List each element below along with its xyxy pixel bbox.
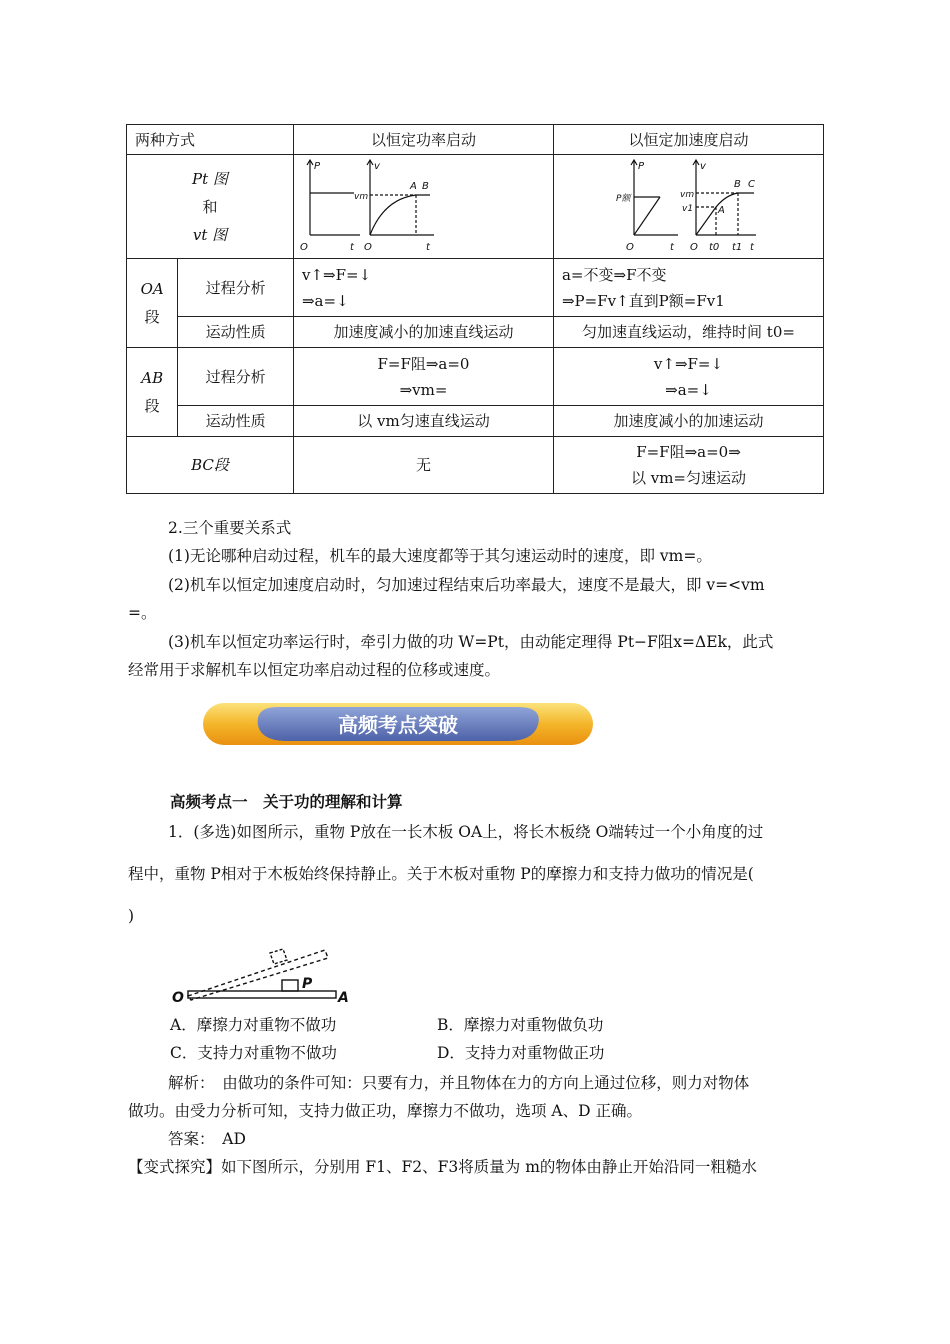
accel-graph-cell (553, 155, 823, 259)
header-cell: 以恒定功率启动 (293, 125, 553, 155)
axis-label-t: t (669, 242, 674, 253)
constant-accel-graphs (554, 155, 823, 258)
point-a-label: A (338, 990, 349, 1006)
p-rated-label: P额 (615, 194, 631, 204)
question-line-2: 程中，重物 P相对于木板始终保持静止。关于木板对重物 P的摩擦力和支持力做功的情况是( (128, 865, 754, 883)
banner-graphic (203, 701, 593, 747)
question-line-1: 1．(多选)如图所示，重物 P放在一长木板 OA上，将长木板绕 O端转过一个小角度的过 (168, 823, 764, 841)
relation-2a: (2)机车以恒定加速度启动时，匀加速过程结束后功率最大，速度不是最大，即 v=<vm (168, 576, 765, 594)
option-c: C．支持力对重物不做功 (170, 1044, 337, 1062)
oa-power-process: v↑⇒F=↓ ⇒a=↓ (293, 259, 553, 317)
point-label-b: B (421, 181, 429, 192)
axis-label-v: v (699, 161, 706, 172)
section-banner (203, 701, 593, 747)
origin-label: O (363, 242, 372, 253)
process-label: 过程分析 (178, 348, 294, 406)
vm-label: vm (679, 190, 695, 200)
topic-heading: 高频考点一 关于功的理解和计算 (170, 793, 403, 811)
oa-accel-process: a=不变⇒F不变 ⇒P=Fv↑直到P额=Fv1 (553, 259, 823, 317)
origin-label: O (299, 242, 308, 253)
motion-label: 运动性质 (178, 406, 294, 437)
point-p-label: P (302, 976, 313, 992)
v1-label: v1 (681, 204, 694, 214)
relation-1: (1)无论哪种启动过程，机车的最大速度都等于其匀速运动时的速度，即 vm=。 (168, 547, 712, 565)
motion-label: 运动性质 (178, 317, 294, 348)
oa-accel-motion: 匀加速直线运动，维持时间 t0= (553, 317, 823, 348)
section-title: 2.三个重要关系式 (168, 519, 292, 537)
ab-power-motion: 以 vm匀速直线运动 (293, 406, 553, 437)
ab-accel-process: v↑⇒F=↓ ⇒a=↓ (553, 348, 823, 406)
axis-label-p: P (637, 161, 645, 172)
analysis-line-2: 做功。由受力分析可知，支持力做正功，摩擦力不做功，选项 A、D 正确。 (128, 1102, 642, 1120)
relation-3a: (3)机车以恒定功率运行时，牵引力做的功 W=Pt，由动能定理得 Pt−F阻x=ΔEk，此式 (168, 633, 774, 651)
vm-label: vm (353, 192, 369, 202)
point-label-c: C (747, 179, 755, 190)
header-cell: 以恒定加速度启动 (553, 125, 823, 155)
axis-label-t: t (349, 242, 354, 253)
origin-label: O (625, 242, 634, 253)
point-label-b: B (733, 179, 741, 190)
ab-segment-label: AB 段 (127, 348, 178, 437)
question-line-3: ) (128, 907, 135, 925)
axis-label-t: t (749, 242, 754, 253)
answer-line: 答案： AD (168, 1130, 246, 1148)
graph-row-label: Pt 图 和 vt 图 (127, 155, 294, 259)
option-a: A．摩擦力对重物不做功 (170, 1016, 337, 1034)
option-b: B．摩擦力对重物做负功 (437, 1016, 604, 1034)
oa-segment-label: OA 段 (127, 259, 178, 348)
header-cell: 两种方式 (127, 125, 294, 155)
point-o-label: O (172, 990, 184, 1006)
constant-power-graphs (294, 155, 553, 258)
axis-label-p: P (313, 161, 321, 172)
origin-label: O (689, 242, 698, 253)
option-d: D．支持力对重物做正功 (437, 1044, 605, 1062)
bc-segment-label: BC段 (127, 437, 294, 494)
bc-power: 无 (293, 437, 553, 494)
relation-3b: 经常用于求解机车以恒定功率启动过程的位移或速度。 (128, 661, 501, 679)
point-label-a: A (717, 205, 725, 216)
board-figure (170, 938, 360, 1008)
axis-label-t: t (425, 242, 430, 253)
oa-power-motion: 加速度减小的加速直线运动 (293, 317, 553, 348)
t1-label: t1 (731, 242, 743, 253)
t0-label: t0 (708, 242, 720, 253)
bc-accel: F=F阻⇒a=0⇒ 以 vm=匀速运动 (553, 437, 823, 494)
point-label-a: A (409, 181, 417, 192)
power-graph-cell (293, 155, 553, 259)
relation-2b: =。 (128, 604, 157, 622)
comparison-table (126, 124, 824, 494)
analysis-line-1: 解析： 由做功的条件可知：只要有力，并且物体在力的方向上通过位移，则力对物体 (168, 1074, 750, 1092)
variant-line: 【变式探究】如下图所示，分别用 F1、F2、F3将质量为 m的物体由静止开始沿同一粗糙水 (128, 1158, 757, 1176)
process-label: 过程分析 (178, 259, 294, 317)
ab-power-process: F=F阻⇒a=0 ⇒vm= (293, 348, 553, 406)
axis-label-v: v (373, 161, 380, 172)
banner-text: 高频考点突破 (338, 713, 458, 737)
ab-accel-motion: 加速度减小的加速运动 (553, 406, 823, 437)
